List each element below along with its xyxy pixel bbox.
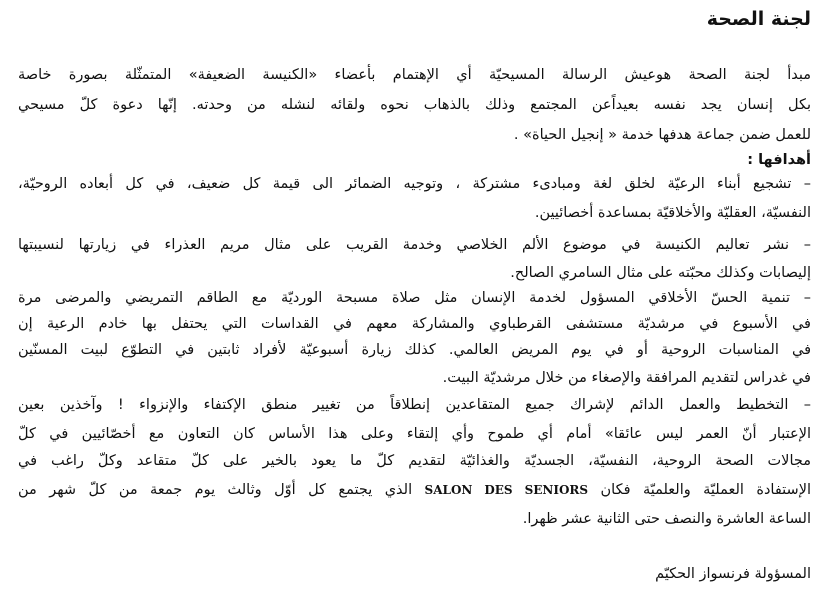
goal-line-salon <box>18 479 811 501</box>
goal-line: في المناسبات الروحية أو في يوم المريض العالمي. كذلك زيارة أسبوعيّة لأفراد ثابتين في التطوّع لبيت المسنّين <box>18 342 811 358</box>
goal-line: إليصابات وكذلك محبّته على مثال السامري الصالح. <box>510 265 811 281</box>
goal-line: – تنمية الحسّ الأخلاقي المسؤول لخدمة الإنسان مثل صلاة مسبحة الورديّة مع الطاقم التمريضي والمرضى مرة <box>18 290 811 306</box>
intro-line: بكل إنسان يجد نفسه بعيداًعن المجتمع وذلك بالذهاب نحوه ولقائه لنشله من وحدته. إنّها دعوة كلّ مسيحي <box>18 97 811 113</box>
intro-line: مبدأ لجنة الصحة هوعيش الرسالة المسيحيّة أي الإهتمام بأعضاء «الكنيسة الضعيفة» المتمثّلة بصورة خاصة <box>18 67 811 83</box>
goal-line: مجالات الصحة الروحية، النفسيّة، الجسديّة والغذائيّة لتقديم كلّ ما يعود بالخير على كلّ متقاعد وكلّ راغب في <box>18 453 811 469</box>
signature: المسؤولة فرنسواز الحكيّم <box>655 566 811 582</box>
goal-line: – التخطيط والعمل الدائم لإشراك جميع المتقاعدين إنطلاقاً من تغيير منطق الإكتفاء والإنزواء ! وآخذين بعين <box>18 397 811 413</box>
goal-line: – تشجيع أبناء الرعيّة لخلق لغة ومبادىء مشتركة ، وتوجيه الضمائر الى قيمة كل ضعيف، في كل أبعاده الروحيّة، <box>18 176 811 192</box>
goal-line: في غدراس لتقديم المرافقة والإصغاء من خلال مرشديّة البيت. <box>442 370 811 386</box>
goal-line: – نشر تعاليم الكنيسة في موضوع الألم الخلاصي وخدمة القريب على مثال مريم العذراء في زيارتها لنسيبتها <box>18 237 811 253</box>
goals-heading: أهدافها : <box>747 152 811 168</box>
intro-line: للعمل ضمن جماعة هدفها خدمة « إنجيل الحياة» . <box>513 127 811 143</box>
salon-text-before: الإستفادة العمليّة والعلميّة فكان <box>588 482 811 498</box>
goal-line: الساعة العاشرة والنصف حتى الثانية عشر ظهرا. <box>522 511 811 527</box>
page-title: لجنة الصحة <box>706 8 811 30</box>
goal-line: النفسيّة، العقليّة والأخلاقيّة بمساعدة أخصائيين. <box>534 205 811 221</box>
goal-line: الإعتبار أنّ العمر ليس عائقا» أمام أي طموح وأي إلتقاء وعلى هذا الأساس كان التعاون مع أخصّائيين في كلّ <box>18 426 811 442</box>
goal-line: في الأسبوع في مرشديّة مستشفى القرطباوي والمشاركة معهم في القداسات التي يحتفل بها خادم الرعية إن <box>18 316 811 332</box>
salon-name: SALON DES SENIORS <box>424 483 589 497</box>
salon-text-after: الذي يجتمع كل أوّل وثالث يوم جمعة من كلّ شهر من <box>18 482 425 498</box>
